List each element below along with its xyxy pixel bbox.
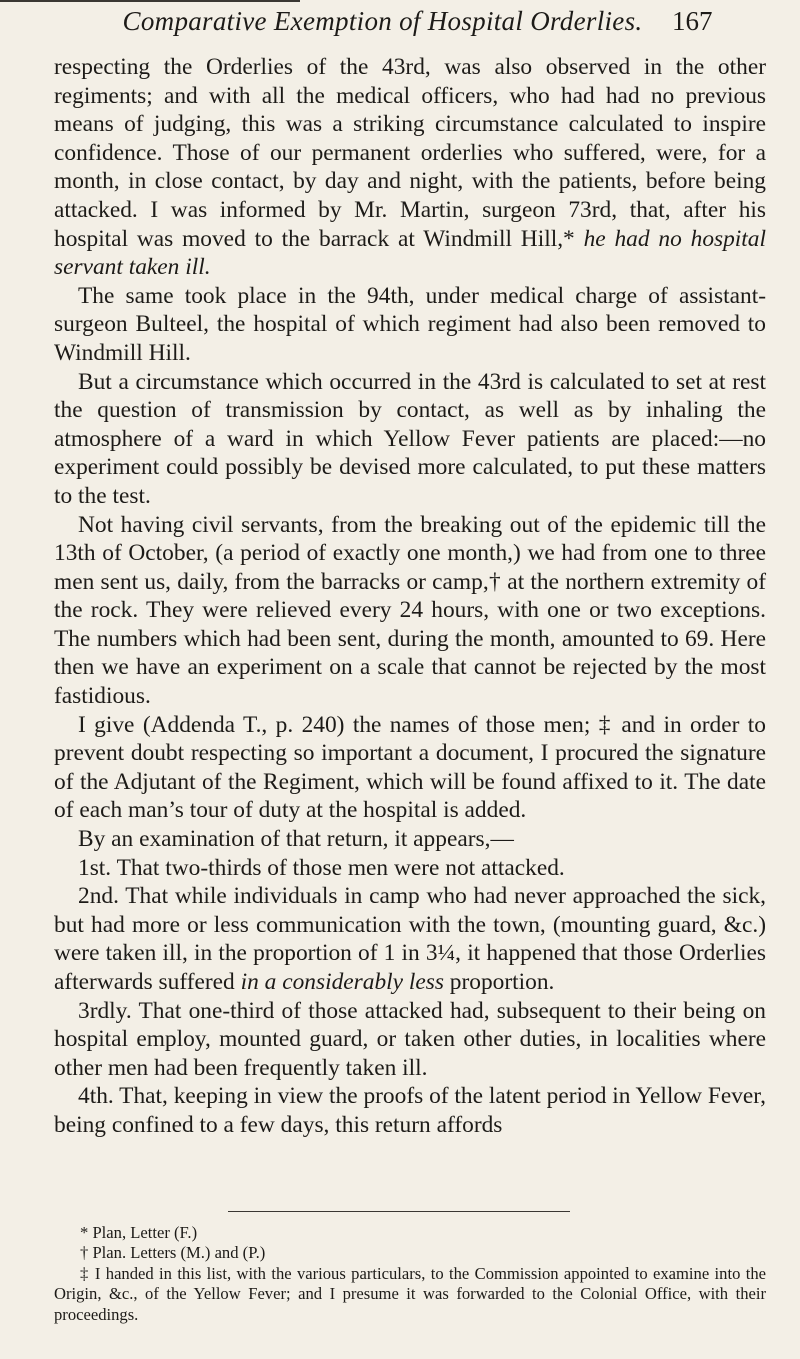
paragraph-4: Not having civil servants, from the breaking out of the epidemic till the 13th of October, (a period of exactly one month,) we had from one to three men sent us, daily, from the barracks or camp,† at the northern extremity of the rock. They were relieved every 24 hours, with one or two exceptions. The numbers which had been sent, during the month, amounted to 69. Here then we have an experiment on a scale that cannot be rejected by the most fastidious. — [54, 511, 766, 710]
paragraph-3: But a circumstance which occurred in the 43rd is calculated to set at rest the question of transmission by contact, as well as by inhaling the atmosphere of a ward in which Yellow Fever patients are placed:—no experiment could possibly be devised more calculated, to put these matters to the test. — [54, 368, 766, 509]
page-number: 167 — [672, 6, 713, 36]
paragraph-1-text: respecting the Orderlies of the 43rd, was also observed in the other regiments; and with all the medical officers, who had had no previous means of judging, this was a striking circumstance calculated to inspire confidence. Those of our permanent orderlies who suffered, were, for a month, in close contact, by day and night, with the patients, before being attacked. I was informed by Mr. Martin, surgeon 73rd, that, after his hospital was moved to the barrack at Windmill Hill,* — [54, 54, 766, 252]
paragraph-1 — [54, 53, 766, 282]
running-head: Comparative Exemption of Hospital Orderlies. — [122, 6, 643, 36]
paragraph-5: I give (Addenda T., p. 240) the names of those men; ‡ and in order to prevent doubt respecting so important a document, I procured the signature of the Adjutant of the Regiment, which will be found affixed to it. The date of each man’s tour of duty at the hospital is added. — [54, 711, 766, 824]
paragraph-1-italic: he had no hospital servant taken ill. — [54, 225, 767, 281]
paragraph-8-end: proportion. — [443, 969, 555, 995]
footnotes — [54, 1223, 766, 1325]
body-text — [54, 53, 766, 1140]
paragraph-6: By an examination of that return, it appears,— — [78, 826, 514, 853]
paragraph-7: 1st. That two-thirds of those men were not attacked. — [78, 854, 565, 881]
paragraph-10: 4th. That, keeping in view the proofs of the latent period in Yellow Fever, being confined to a few days, this return affords — [54, 1083, 766, 1138]
footnote-3: ‡ I handed in this list, with the various particulars, to the Commission appointed to examine into the Origin, &c., of the Yellow Fever; and I presume it was forwarded to the Colonial Office, with their proceedings. — [54, 1263, 766, 1324]
footnote-rule — [228, 1211, 570, 1212]
paragraph-8 — [54, 882, 766, 996]
footnote-1: * Plan, Letter (F.) — [80, 1223, 198, 1242]
paragraph-9: 3rdly. That one-third of those attacked had, subsequent to their being on hospital employ, mounted guard, or taken other duties, in localities where other men had been frequently taken ill. — [54, 997, 766, 1081]
footnote-2: † Plan. Letters (M.) and (P.) — [80, 1243, 266, 1263]
paragraph-8-italic: in a considerably less — [240, 969, 444, 995]
paragraph-8-text: 2nd. That while individuals in camp who had never approached the sick, but had more or less communication with the town, (mounting guard, &c.) were taken ill, in the proportion of 1 in 3¼, it happened that those Orderlies afterwards suffered — [54, 883, 766, 995]
paragraph-2: The same took place in the 94th, under medical charge of assistant-surgeon Bulteel, the hospital of which regiment had also been removed to Windmill Hill. — [54, 282, 766, 366]
